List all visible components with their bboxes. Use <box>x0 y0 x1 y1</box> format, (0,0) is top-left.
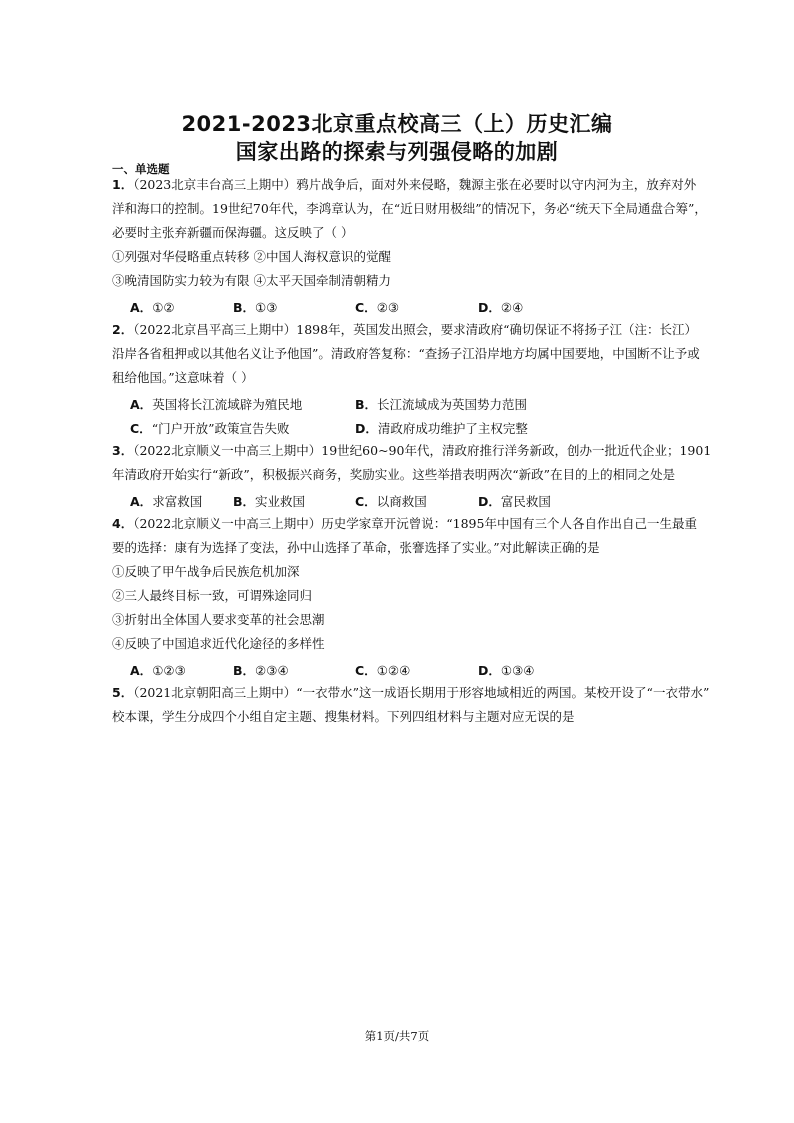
option-text: 以商救国 <box>376 494 427 509</box>
question-text: （2023北京丰台高三上期中）鸦片战争后，面对外来侵略，魏源主张在必要时以守内河为主，放弃对外 <box>133 177 697 192</box>
option-letter: C． <box>355 663 377 678</box>
option-text: ①② <box>152 300 175 315</box>
option-text: ①②④ <box>376 663 411 678</box>
question-number: 5． <box>112 685 134 700</box>
option-text: ②④ <box>500 300 524 315</box>
statement-item: ①列强对华侵略重点转移 ②中国人海权意识的觉醒 <box>112 249 391 264</box>
question-text: 洋和海口的控制。19世纪70年代，李鸿章认为，在“近日财用极绌”的情况下，务必“统天下全局通盘合筹”， <box>112 201 707 216</box>
statement-item: ①反映了甲午战争后民族危机加深 <box>112 564 300 579</box>
option-letter: A． <box>130 300 153 315</box>
question-number: 3． <box>112 443 134 458</box>
option-b <box>233 298 277 316</box>
option-text: 清政府成功维护了主权完整 <box>377 421 528 436</box>
option-letter: B． <box>355 397 378 412</box>
question-number: 4． <box>112 516 134 531</box>
question-5 <box>112 685 710 701</box>
option-d <box>478 661 535 679</box>
option-text: ①③④ <box>500 663 535 678</box>
option-letter: D． <box>478 663 501 678</box>
option-text: ②③ <box>376 300 400 315</box>
option-a <box>130 395 302 413</box>
option-text: “门户开放”政策宣告失败 <box>151 421 290 436</box>
question-4 <box>112 516 697 532</box>
option-d <box>478 492 551 510</box>
option-letter: D． <box>355 421 378 436</box>
document-title-line1: 2021-2023北京重点校高三（上）历史汇编 <box>181 112 613 136</box>
question-text: （2022北京顺义一中高三上期中）历史学家章开沅曾说：“1895年中国有三个人各自作出自己一生最重 <box>133 516 697 531</box>
option-text: 长江流域成为英国势力范围 <box>377 397 528 412</box>
option-letter: A． <box>130 663 153 678</box>
option-text: ①③ <box>255 300 278 315</box>
question-text: 沿岸各省租押或以其他名义让予他国”。清政府答复称：“查扬子江沿岸地方均属中国要地，中国断不让予或 <box>112 346 700 361</box>
option-c <box>130 419 289 437</box>
question-2 <box>112 322 697 338</box>
question-text: 租给他国。”这意味着（ ） <box>112 370 254 385</box>
option-c <box>355 661 410 679</box>
question-text: （2022北京顺义一中高三上期中）19世纪60~90年代，清政府推行洋务新政，创办一批近代企业；1901 <box>133 443 712 458</box>
question-text: 校本课，学生分成四个小组自定主题、搜集材料。下列四组材料与主题对应无误的是 <box>112 709 575 724</box>
statement-item: ③晚清国防实力较为有限 ④太平天国牵制清朝精力 <box>112 273 391 288</box>
option-letter: C． <box>355 300 377 315</box>
option-a <box>130 661 186 679</box>
option-d <box>478 298 523 316</box>
option-text: 实业救国 <box>255 494 306 509</box>
option-c <box>355 298 399 316</box>
question-3 <box>112 443 712 459</box>
document-title-line2: 国家出路的探索与列强侵略的加剧 <box>235 140 559 164</box>
question-text: 年清政府开始实行“新政”，积极振兴商务，奖励实业。这些举措表明两次“新政”在目的上的相同之处是 <box>112 467 676 482</box>
section-heading: 一、单选题 <box>112 162 170 176</box>
option-text: ②③④ <box>255 663 289 678</box>
option-c <box>355 492 427 510</box>
option-text: 求富救国 <box>152 494 203 509</box>
question-number: 1． <box>112 177 134 192</box>
question-1 <box>112 177 697 193</box>
option-letter: C． <box>355 494 377 509</box>
option-letter: A． <box>130 494 153 509</box>
question-number: 2． <box>112 322 134 337</box>
option-a <box>130 298 175 316</box>
option-letter: D． <box>478 494 501 509</box>
question-text: （2021北京朝阳高三上期中）“一衣带水”这一成语长期用于形容地域相近的两国。某校开设了“一衣带水” <box>133 685 710 700</box>
option-text: 英国将长江流域辟为殖民地 <box>152 397 303 412</box>
statement-item: ④反映了中国追求近代化途径的多样性 <box>112 636 325 651</box>
option-letter: A． <box>130 397 153 412</box>
option-b <box>233 661 289 679</box>
question-text: 必要时主张弃新疆而保海疆。这反映了（ ） <box>112 225 354 240</box>
page-number: 第1页/共7页 <box>364 1029 430 1043</box>
option-text: ①②③ <box>152 663 186 678</box>
option-letter: C． <box>130 421 152 436</box>
option-letter: B． <box>233 663 256 678</box>
option-letter: B． <box>233 494 256 509</box>
option-letter: B． <box>233 300 256 315</box>
option-text: 富民救国 <box>500 494 551 509</box>
option-d <box>355 419 528 437</box>
option-letter: D． <box>478 300 501 315</box>
statement-item: ②三人最终目标一致，可谓殊途同归 <box>112 588 313 603</box>
question-text: 要的选择：康有为选择了变法，孙中山选择了革命，张謇选择了实业。”对此解读正确的是 <box>112 540 600 555</box>
option-a <box>130 492 202 510</box>
option-b <box>355 395 527 413</box>
question-text: （2022北京昌平高三上期中）1898年，英国发出照会，要求清政府“确切保证不将扬子江（注：长江） <box>133 322 697 337</box>
option-b <box>233 492 305 510</box>
statement-item: ③折射出全体国人要求变革的社会思潮 <box>112 612 325 627</box>
